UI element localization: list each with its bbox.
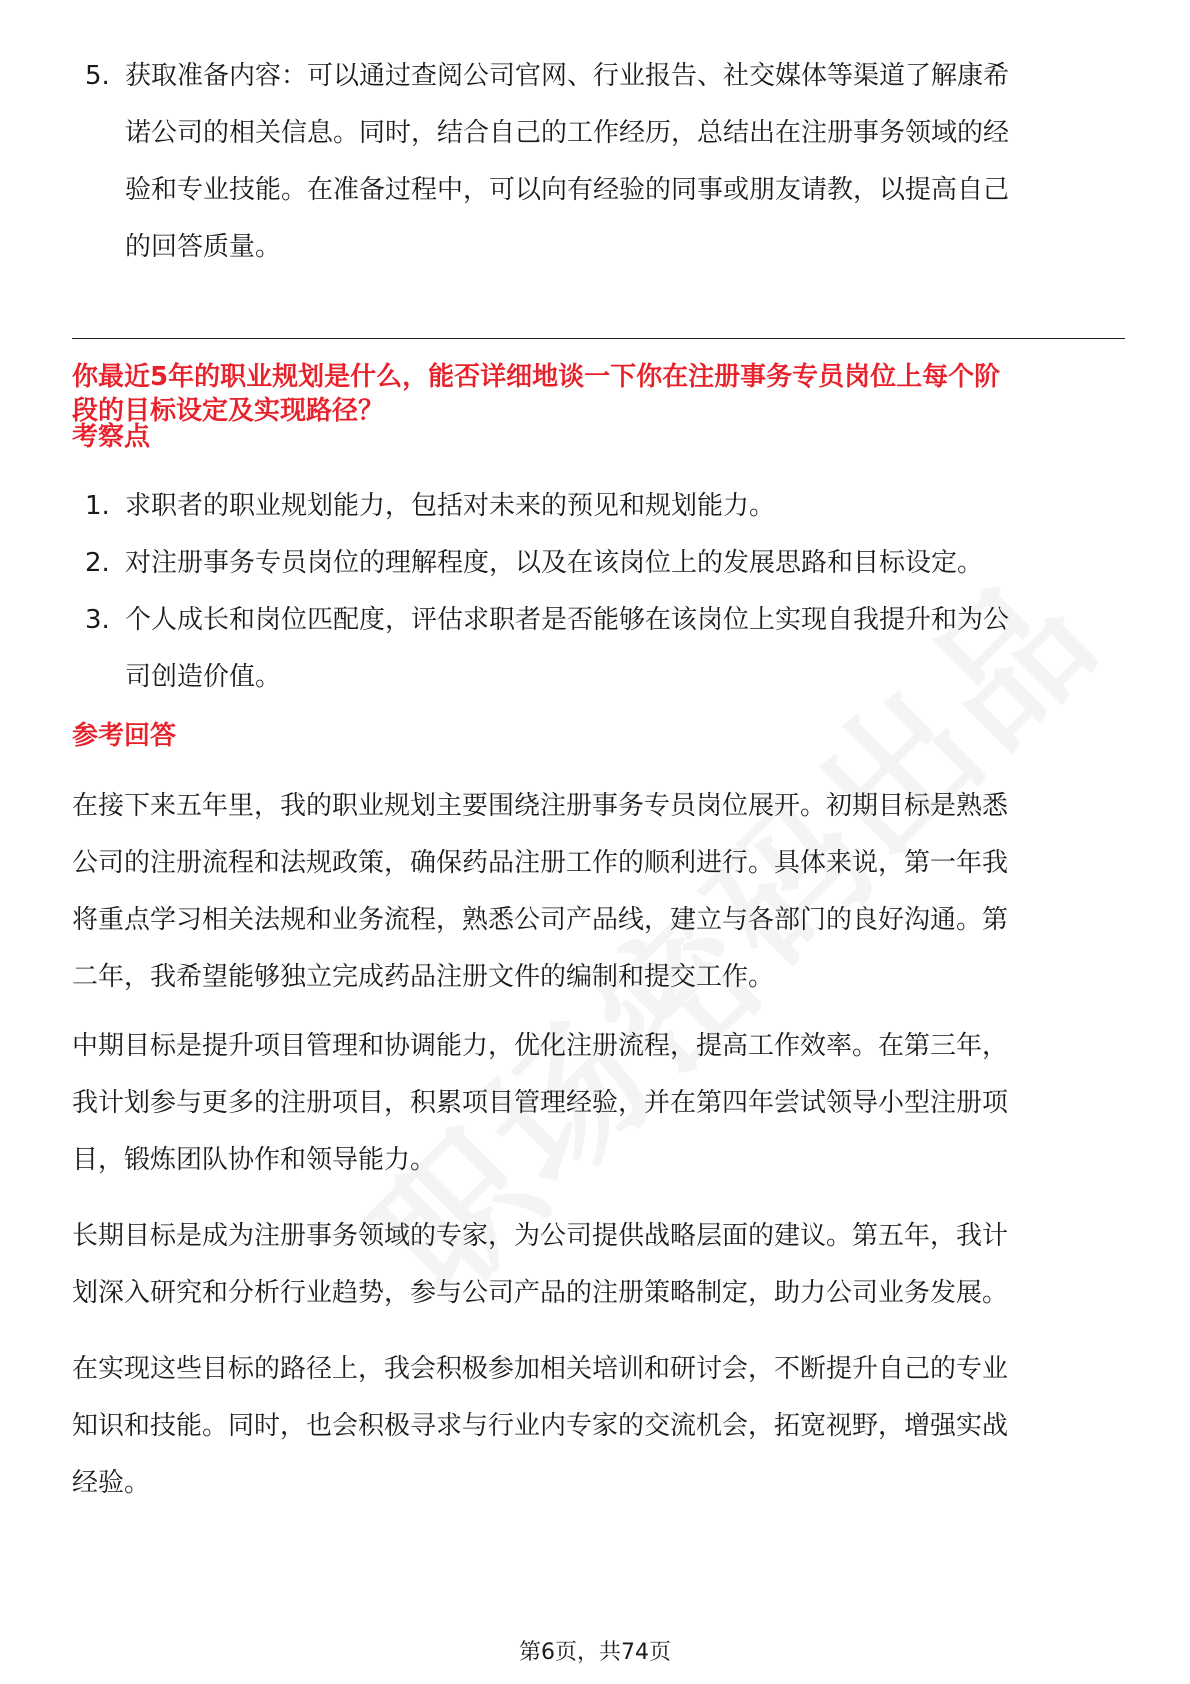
focus-list: [0, 478, 1190, 706]
text-line: 个人成长和岗位匹配度，评估求职者是否能够在该岗位上实现自我提升和为公: [125, 605, 1010, 635]
answer-paragraph: [72, 1208, 1132, 1322]
text-line: 验和专业技能。在准备过程中，可以向有经验的同事或朋友请教，以提高自己: [125, 175, 1010, 205]
text-line: 经验。: [72, 1468, 151, 1498]
text-line: 对注册事务专员岗位的理解程度，以及在该岗位上的发展思路和目标设定。: [125, 548, 984, 578]
focus-heading: 考察点: [72, 422, 151, 452]
list-number: 3.: [85, 605, 110, 635]
text-line: 二年，我希望能够独立完成药品注册文件的编制和提交工作。: [72, 962, 775, 992]
question-heading: [72, 360, 1132, 428]
answer-heading: 参考回答: [72, 721, 177, 751]
text-line: 中期目标是提升项目管理和协调能力，优化注册流程，提高工作效率。在第三年，: [72, 1031, 1009, 1061]
list-number: 2.: [85, 548, 110, 578]
question-line: 段的目标设定及实现路径？: [72, 396, 385, 426]
answer-paragraph: [72, 1341, 1132, 1512]
prev-list: [0, 48, 1190, 276]
list-text: [125, 592, 1110, 706]
list-text: [125, 478, 1110, 535]
text-line: 我计划参与更多的注册项目，积累项目管理经验，并在第四年尝试领导小型注册项: [72, 1088, 1009, 1118]
text-line: 划深入研究和分析行业趋势，参与公司产品的注册策略制定，助力公司业务发展。: [72, 1278, 1009, 1308]
page-footer: 第6页，共74页: [519, 1640, 671, 1665]
answer-paragraph: [72, 778, 1132, 1006]
text-line: 的回答质量。: [125, 232, 282, 262]
text-line: 将重点学习相关法规和业务流程，熟悉公司产品线，建立与各部门的良好沟通。第: [72, 905, 1009, 935]
list-text: [125, 535, 1110, 592]
text-line: 公司的注册流程和法规政策，确保药品注册工作的顺利进行。具体来说，第一年我: [72, 848, 1009, 878]
list-number: 1.: [85, 491, 110, 521]
list-item: [0, 48, 1190, 276]
answer-paragraph: [72, 1018, 1132, 1189]
text-line: 在接下来五年里，我的职业规划主要围绕注册事务专员岗位展开。初期目标是熟悉: [72, 791, 1009, 821]
text-line: 获取准备内容：可以通过查阅公司官网、行业报告、社交媒体等渠道了解康希: [125, 61, 1010, 91]
text-line: 在实现这些目标的路径上，我会积极参加相关培训和研讨会，不断提升自己的专业: [72, 1354, 1009, 1384]
list-item: [0, 478, 1190, 535]
question-line: 你最近5年的职业规划是什么，能否详细地谈一下你在注册事务专员岗位上每个阶: [72, 362, 1001, 392]
text-line: 诺公司的相关信息。同时，结合自己的工作经历，总结出在注册事务领域的经: [125, 118, 1010, 148]
list-text: [125, 48, 1110, 276]
section-divider: [72, 338, 1125, 339]
list-item: [0, 535, 1190, 592]
text-line: 司创造价值。: [125, 662, 282, 692]
text-line: 目，锻炼团队协作和领导能力。: [72, 1145, 437, 1175]
list-item: [0, 592, 1190, 706]
text-line: 知识和技能。同时，也会积极寻求与行业内专家的交流机会，拓宽视野，增强实战: [72, 1411, 1009, 1441]
text-line: 求职者的职业规划能力，包括对未来的预见和规划能力。: [125, 491, 776, 521]
list-number: 5.: [85, 61, 110, 91]
text-line: 长期目标是成为注册事务领域的专家，为公司提供战略层面的建议。第五年，我计: [72, 1221, 1009, 1251]
